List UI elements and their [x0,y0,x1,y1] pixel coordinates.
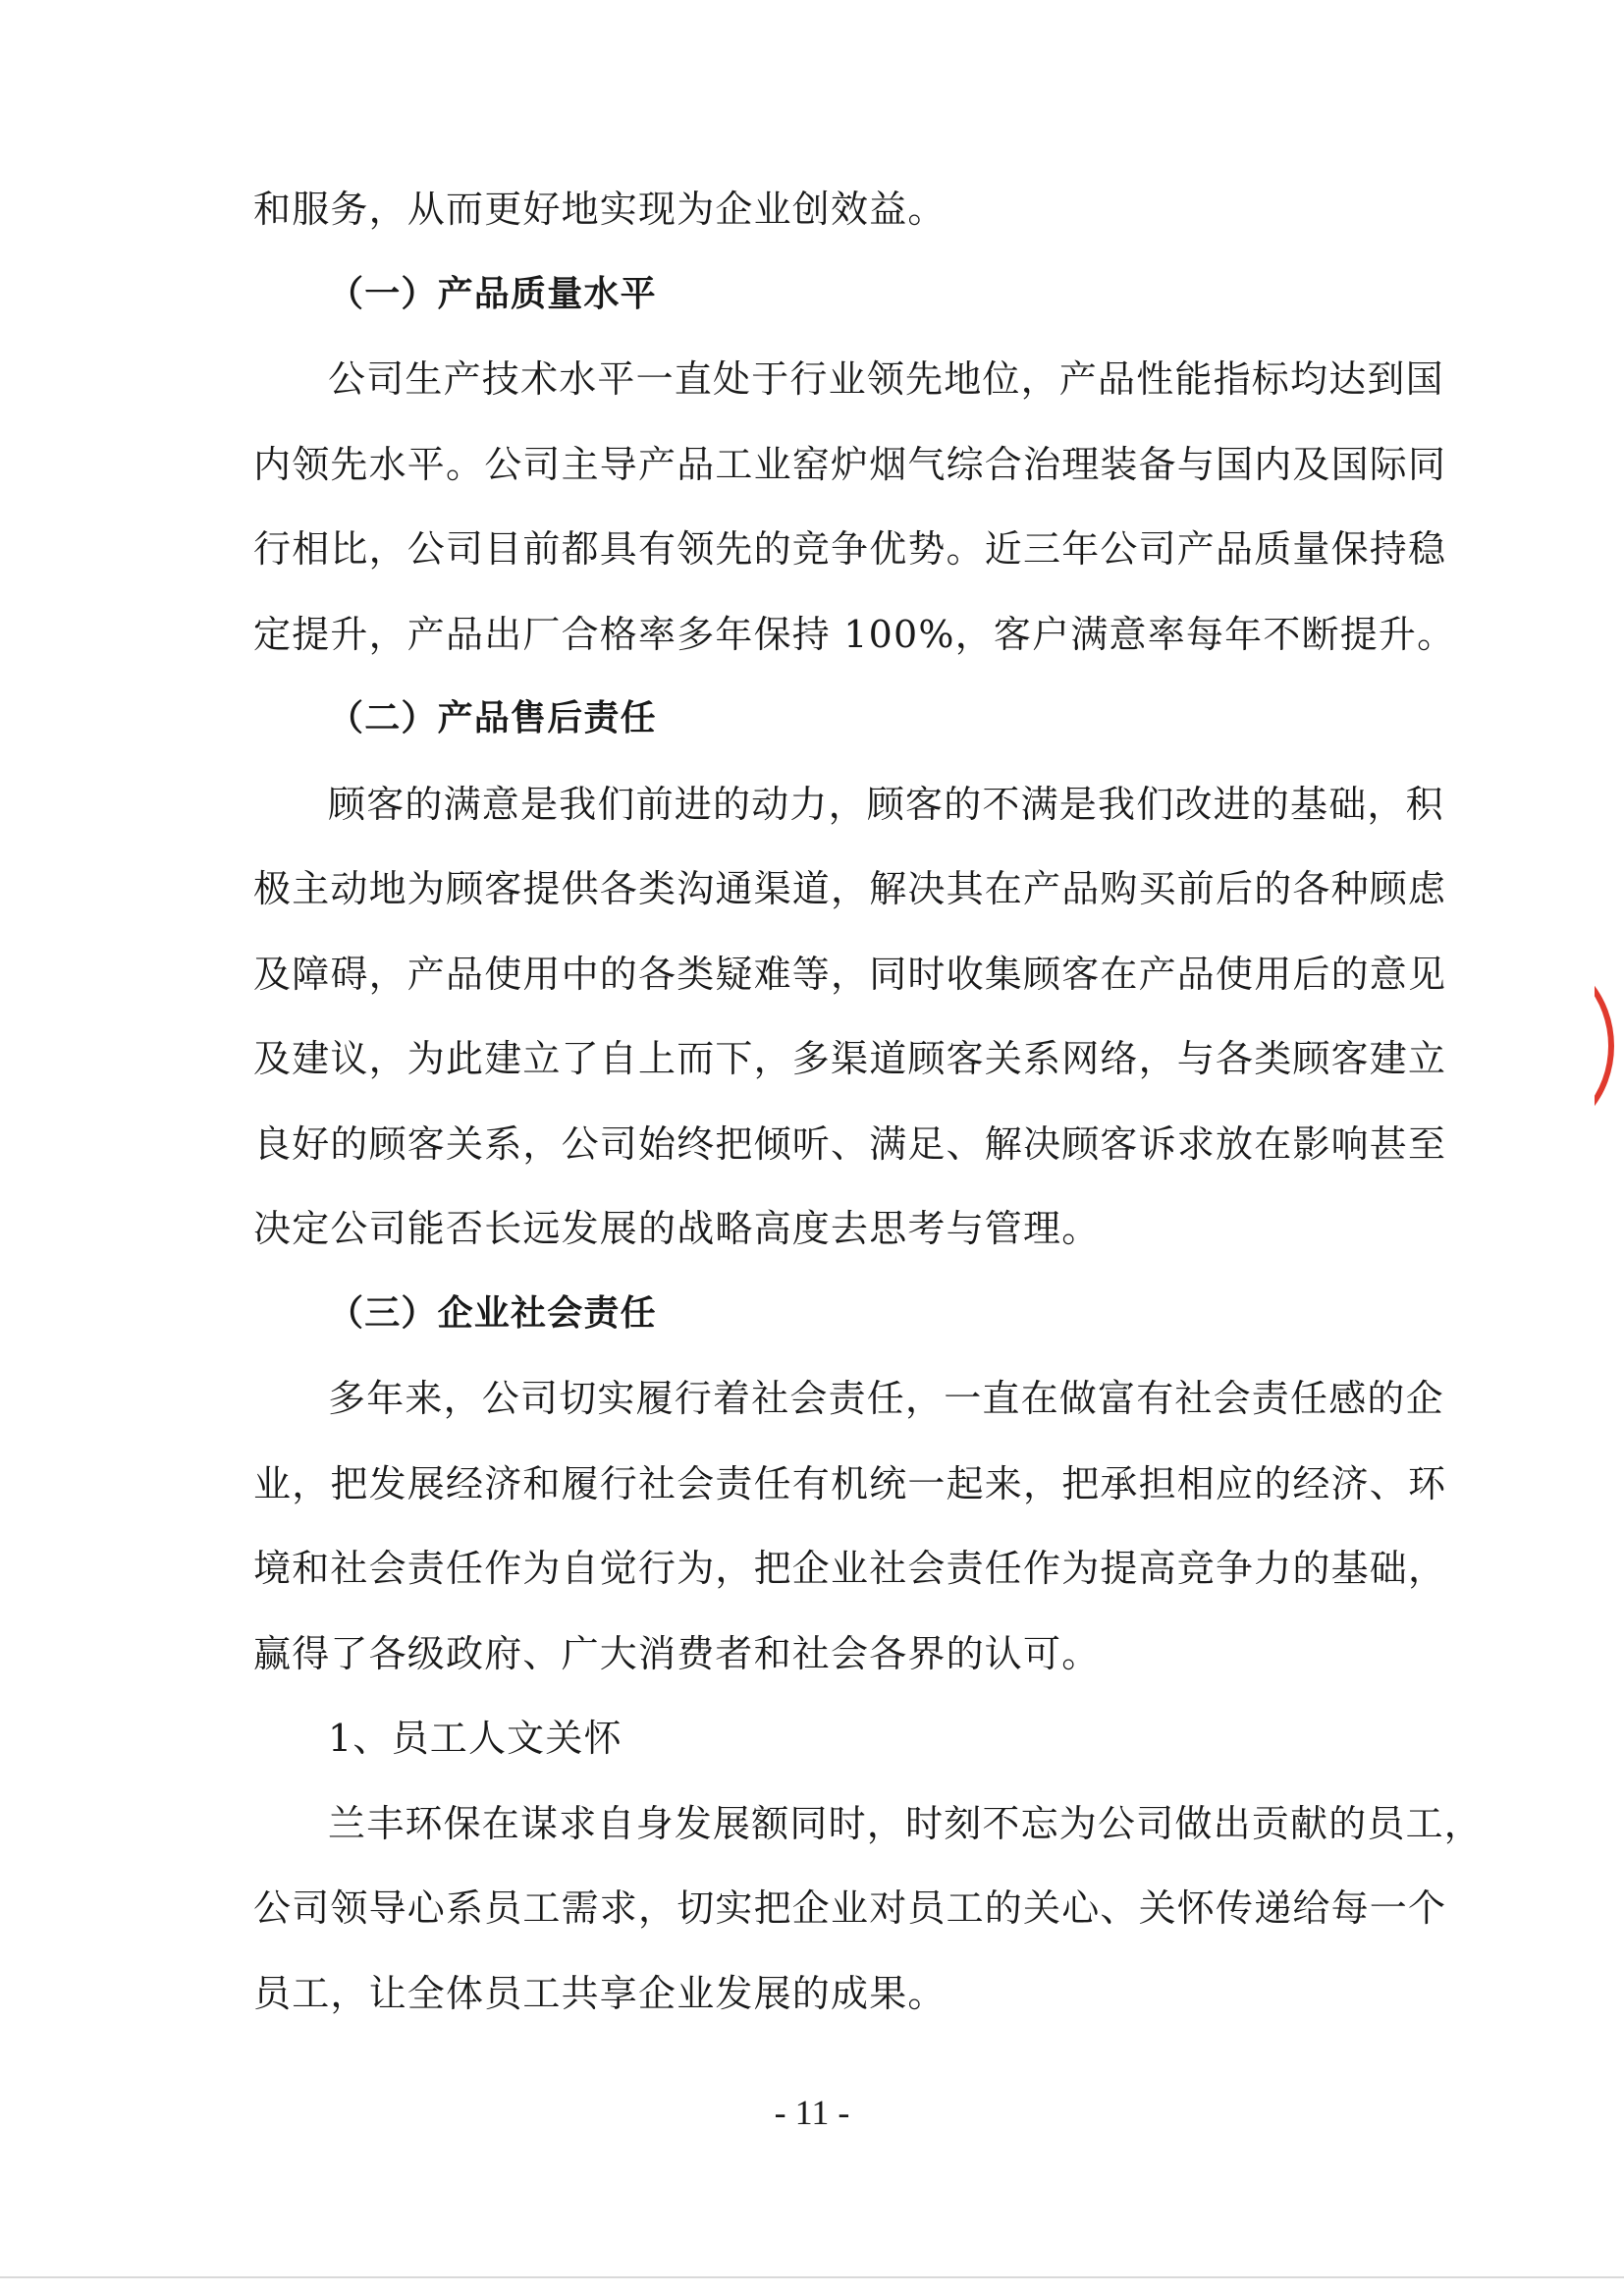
text-line: 员工，让全体员工共享企业发展的成果。 [253,1971,947,2015]
text-line: 业，把发展经济和履行社会责任有机统一起来，把承担相应的经济、环 [253,1461,1447,1505]
text-line: 境和社会责任作为自觉行为，把企业社会责任作为提高竞争力的基础， [253,1547,1447,1590]
text-line: 公司生产技术水平一直处于行业领先地位，产品性能指标均达到国 [328,357,1444,401]
text-line: 多年来，公司切实履行着社会责任，一直在做富有社会责任感的企 [328,1377,1444,1420]
page-number: - 11 - [774,2093,850,2132]
text-line: 行相比，公司目前都具有领先的竞争优势。近三年公司产品质量保持稳 [253,527,1447,571]
text-line: 良好的顾客关系，公司始终把倾听、满足、解决顾客诉求放在影响甚至 [253,1121,1447,1166]
text-line: 决定公司能否长远发展的战略高度去思考与管理。 [253,1207,1101,1250]
section-heading-quality: （一）产品质量水平 [328,273,657,314]
subsection-heading-employee-care: 1、员工人文关怀 [328,1717,623,1760]
text-line: 顾客的满意是我们前进的动力，顾客的不满是我们改进的基础，积 [328,782,1444,826]
text-line: 极主动地为顾客提供各类沟通渠道，解决其在产品购买前后的各种顾虑 [253,867,1447,910]
document-body [253,167,1484,2036]
scan-edge-line [0,2276,1624,2278]
section-heading-after-sales: （二）产品售后责任 [328,698,657,738]
text-line: 定提升，产品出厂合格率多年保持 100%，客户满意率每年不断提升。 [253,612,1456,656]
seal-stamp-edge [1595,953,1624,1139]
text-line: 及障碍，产品使用中的各类疑难等，同时收集顾客在产品使用后的意见 [253,952,1447,996]
text-line: 兰丰环保在谋求自身发展额同时，时刻不忘为公司做出贡献的员工， [328,1801,1484,1845]
text-line: 公司领导心系员工需求，切实把企业对员工的关心、关怀传递给每一个 [253,1886,1447,1930]
text-line: 内领先水平。公司主导产品工业窑炉烟气综合治理装备与国内及国际同 [253,442,1447,486]
text-line: 和服务，从而更好地实现为企业创效益。 [253,188,947,231]
seal-stamp-arc [1595,953,1614,1139]
text-line: 及建议，为此建立了自上而下，多渠道顾客关系网络，与各类顾客建立 [253,1037,1447,1080]
text-line: 赢得了各级政府、广大消费者和社会各界的认可。 [253,1631,1101,1675]
section-heading-social: （三）企业社会责任 [328,1292,657,1334]
